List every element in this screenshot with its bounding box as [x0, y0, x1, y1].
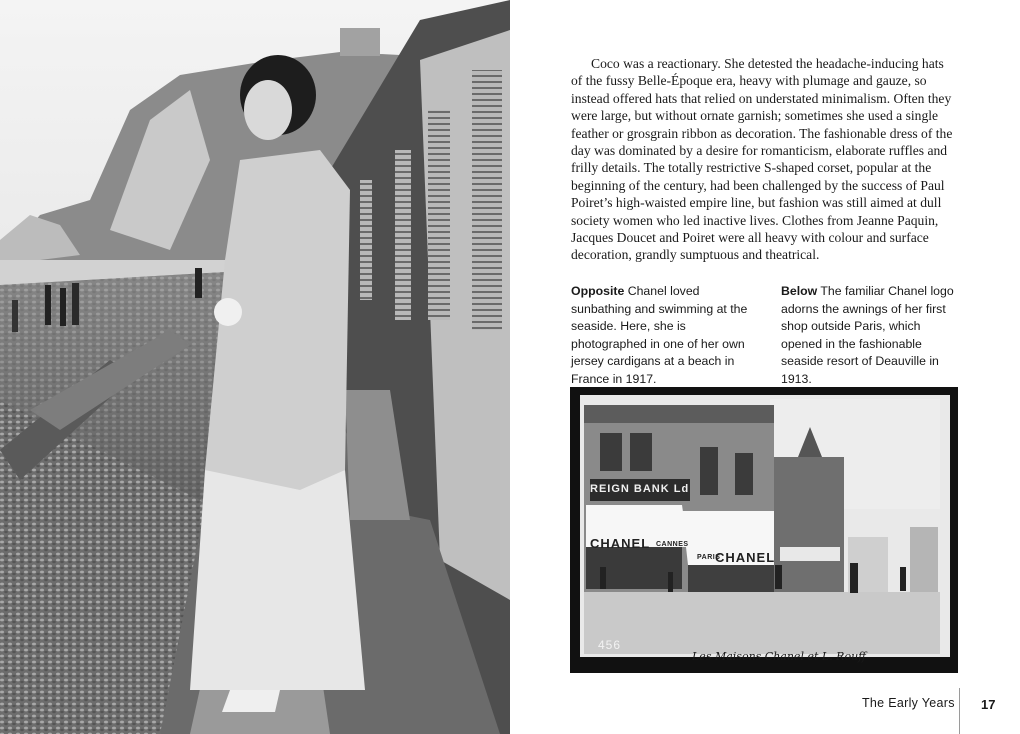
caption-below — [781, 283, 961, 389]
footer-divider — [959, 688, 960, 734]
caption-opposite-text: Chanel loved sunbathing and swimming at the seaside. Here, she is photographed in one of her own jersey cardigans at a beach in France in 1917. — [571, 284, 748, 386]
caption-below-text: The familiar Chanel logo adorns the awnings of her first shop outside Paris, which opened in the fashionable seaside resort of Deauville in 1913. — [781, 284, 954, 386]
photo-sign-paris: PARIS — [697, 554, 721, 561]
body-paragraph: Coco was a reactionary. She detested the headache-inducing hats of the fussy Belle-Époque era, heavy with plumage and gauze, so instead offered hats that relied on understated minimalism. Often they were large, but without ornate garnish; sometimes she used a single feather or grosgrain ribbon as decoration. The fashionable dress of the day was dominated by a desire for romanticism, elaborate ruffles and frilly details. The totally restrictive S-shaped corset, popular at the beginning of the century, had been challenged by the success of Paul Poiret’s high-waisted empire line, but fashion was still aimed at dull society women who led inactive lives. Clothes from Jeanne Paquin, Jacques Doucet and Poiret were all heavy with colour and surface decoration, grandly sumptuous and theatrical. — [571, 56, 953, 263]
photo-sign-cannes: CANNES — [656, 541, 689, 548]
caption-opposite — [571, 283, 751, 389]
storefront-photo — [570, 387, 958, 673]
photo-sign-bank: REIGN BANK Ld — [590, 483, 690, 495]
footer-section-title: The Early Years — [862, 696, 955, 710]
page-number: 17 — [981, 697, 996, 712]
caption-below-label: Below — [781, 284, 818, 298]
photo-sign-chanel-paris: CHANEL — [715, 550, 776, 565]
photo-sign-chanel-cannes: CHANEL — [590, 536, 651, 551]
caption-opposite-label: Opposite — [571, 284, 625, 298]
photo-archive-number: 456 — [598, 638, 622, 652]
photo-handwritten-caption: Les Maisons Chanel et L. Rouff — [692, 650, 866, 663]
